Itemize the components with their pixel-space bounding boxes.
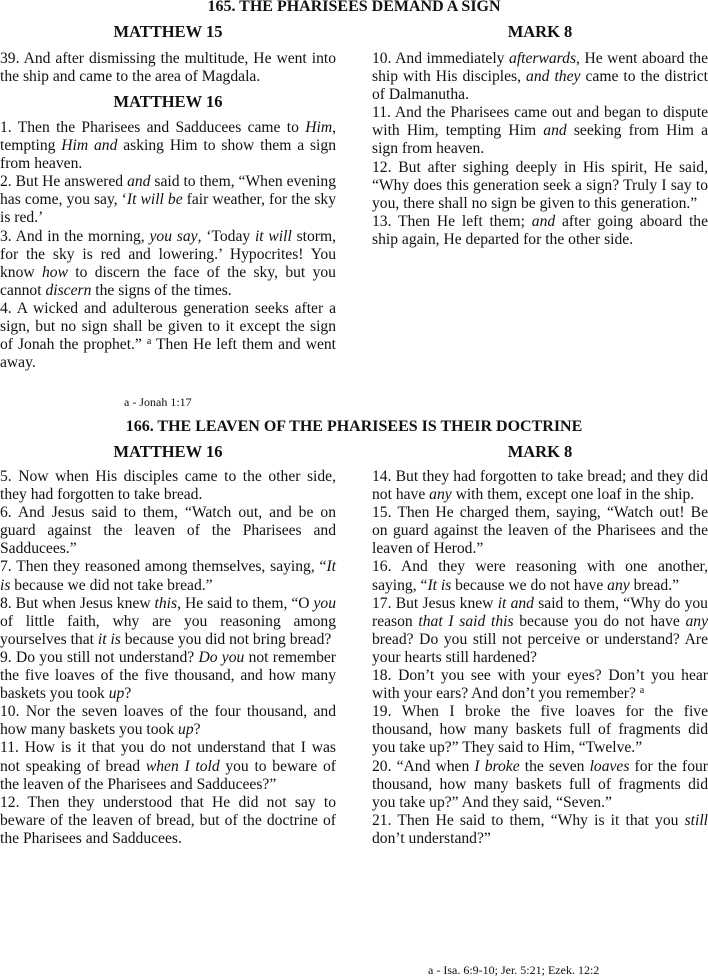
- verse: 9. Do you still not understand? Do you not remember the five loaves of the five thousand, and how many baskets you took up?: [0, 648, 336, 703]
- verse: 8. But when Jesus knew this, He said to them, “O you of little faith, why are you reasoning among yourselves that it is because you did not bring bread?: [0, 594, 336, 648]
- section-165-title: 165. THE PHARISEES DEMAND A SIGN: [207, 0, 501, 15]
- verse: 1. Then the Pharisees and Sadducees came to Him, tempting Him and asking Him to show them a sign from heaven.: [0, 119, 336, 173]
- mark-8-heading-166: MARK 8: [507, 442, 573, 461]
- verse: 7. Then they reasoned among themselves, saying, “It is because we did not take bread.”: [0, 558, 336, 594]
- verse: 10. Nor the seven loaves of the four thousand, and how many baskets you took up?: [0, 703, 336, 739]
- section-166-footnote: a - Isa. 6:9-10; Jer. 5:21; Ezek. 12:2: [428, 963, 600, 977]
- section-165-footnote: a - Jonah 1:17: [124, 395, 192, 409]
- verse: 15. Then He charged them, saying, “Watch out! Be on guard against the leaven of the Pharisees and the leaven of Herod.”: [372, 504, 708, 558]
- section-165-mark-8-verses: [372, 50, 708, 249]
- verse: 21. Then He said to them, “Why is it that you still don’t understand?”: [372, 811, 708, 847]
- verse: 5. Now when His disciples came to the other side, they had forgotten to take bread.: [0, 468, 336, 504]
- verse: 11. And the Pharisees came out and began to dispute with Him, tempting Him and seeking from Him a sign from heaven.: [372, 104, 708, 158]
- verse: 10. And immediately afterwards, He went aboard the ship with His disciples, and they came to the district of Dalmanutha.: [372, 50, 708, 104]
- section-166-title: 166. THE LEAVEN OF THE PHARISEES IS THEIR DOCTRINE: [125, 418, 583, 435]
- verse: 20. “And when I broke the seven loaves for the four thousand, how many baskets full of fragments did you take up?” And they said, “Seven.”: [372, 757, 708, 811]
- verse: 18. Don’t you see with your eyes? Don’t you hear with your ears? And don’t you remember? $^a$: [372, 667, 708, 703]
- verse: 12. But after sighing deeply in His spirit, He said, “Why does this generation seek a sign? Truly I say to you, there shall no sign be given to this generation.”: [372, 158, 708, 212]
- verse: 19. When I broke the five loaves for the five thousand, how many baskets full of fragments did you take up?” They said to Him, “Twelve.”: [372, 703, 708, 757]
- section-166-matthew-16-verses: [0, 468, 336, 848]
- section-165-matthew-16-verses: [0, 119, 336, 372]
- verse: 4. A wicked and adulterous generation seeks after a sign, but no sign shall be given to it except the sign of Jonah the prophet.” $^a$ Then He left them and went away.: [0, 299, 337, 372]
- verse: 6. And Jesus said to them, “Watch out, and be on guard against the leaven of the Pharisees and Sadducees.”: [0, 504, 336, 558]
- verse: 3. And in the morning, you say, ‘Today it will storm, for the sky is red and lowering.’ Hypocrites! You know how to discern the face of the sky, but you cannot discern the signs of the times.: [0, 227, 336, 299]
- section-165-matthew-15-verses: [0, 50, 336, 86]
- verse: 13. Then He left them; and after going aboard the ship again, He departed for the other side.: [372, 212, 708, 248]
- mark-8-heading-165: MARK 8: [507, 22, 573, 41]
- section-166-mark-8-verses: [372, 468, 708, 848]
- matthew-16-heading-166: MATTHEW 16: [113, 442, 223, 461]
- verse: 2. But He answered and said to them, “When evening has come, you say, ‘It will be fair weather, for the sky is red.’: [0, 173, 336, 227]
- verse: 39. And after dismissing the multitude, He went into the ship and came to the area of Magdala.: [0, 50, 336, 86]
- matthew-16-heading-165: MATTHEW 16: [113, 92, 223, 111]
- verse: 12. Then they understood that He did not say to beware of the leaven of bread, but of the doctrine of the Pharisees and Sadducees.: [0, 793, 336, 847]
- verse: 14. But they had forgotten to take bread; and they did not have any with them, except one loaf in the ship.: [372, 468, 708, 504]
- verse: 17. But Jesus knew it and said to them, “Why do you reason that I said this because you do not have any bread? Do you still not perceive or understand? Are your hearts still hardened?: [372, 594, 708, 666]
- verse: 16. And they were reasoning with one another, saying, “It is because we do not have any bread.”: [372, 558, 708, 594]
- verse: 11. How is it that you do not understand that I was not speaking of bread when I told you to beware of the leaven of the Pharisees and Sadducees?”: [0, 739, 336, 793]
- matthew-15-heading: MATTHEW 15: [113, 22, 223, 41]
